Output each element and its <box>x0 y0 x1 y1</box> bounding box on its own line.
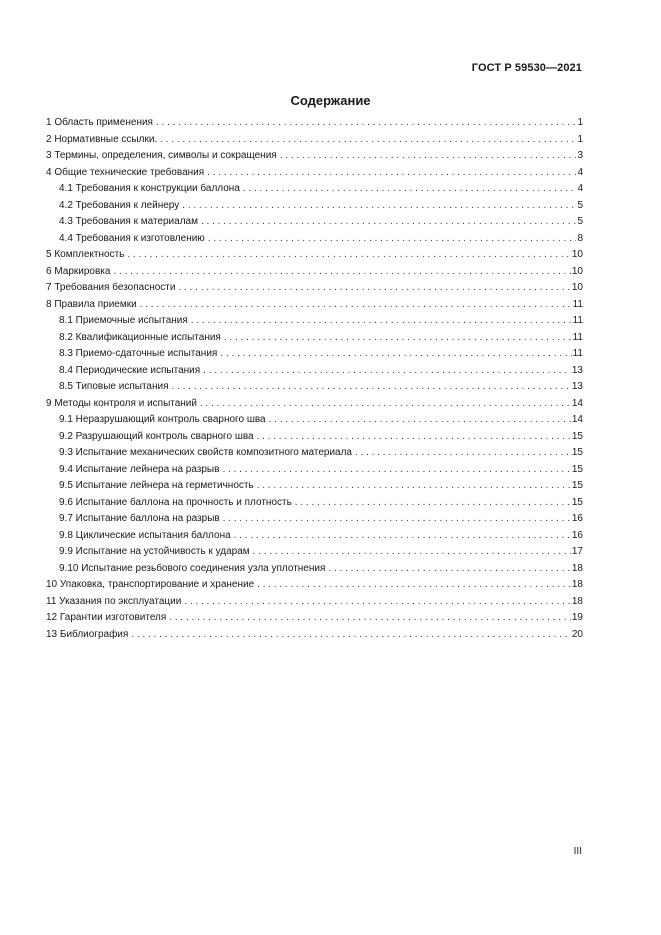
toc-leader-dots <box>172 379 571 396</box>
toc-entry-label: 8.3 Приемо-сдаточные испытания <box>59 348 218 359</box>
toc-entry[interactable] <box>46 346 583 363</box>
toc-entry[interactable] <box>46 627 583 644</box>
toc-leader-dots <box>113 264 570 281</box>
toc-entry-label: 8.2 Квалификационные испытания <box>59 331 221 343</box>
toc-entry[interactable] <box>46 478 583 495</box>
toc-entry-label: 1 Область применения <box>46 117 153 128</box>
toc-leader-dots <box>184 594 571 611</box>
toc-entry-label: 5 Комплектность <box>46 249 125 260</box>
toc-entry-label: 9.5 Испытание лейнера на герметичность <box>59 480 254 491</box>
toc-leader-dots <box>257 577 571 594</box>
toc-leader-dots <box>207 165 576 182</box>
toc-entry-page: 1 <box>577 117 583 128</box>
toc-entry[interactable] <box>46 132 583 149</box>
toc-entry-page: 4 <box>577 166 583 178</box>
toc-leader-dots <box>280 148 577 165</box>
toc-entry-page: 16 <box>571 513 583 524</box>
toc-leader-dots <box>201 214 576 231</box>
toc-entry-page: 18 <box>571 562 583 574</box>
toc-entry-label: 4.2 Требования к лейнеру <box>59 199 180 211</box>
toc-entry[interactable] <box>46 594 583 611</box>
toc-entry-label: 9 Методы контроля и испытаний <box>46 397 197 409</box>
toc-entry-label: 11 Указания по эксплуатации <box>46 595 182 607</box>
toc-entry-page: 14 <box>571 414 583 425</box>
toc-entry[interactable] <box>46 412 583 429</box>
toc-leader-dots <box>224 330 572 347</box>
toc-entry-label: 3 Термины, определения, символы и сокращения <box>46 150 277 161</box>
toc-entry[interactable] <box>46 577 583 594</box>
toc-title: Содержание <box>290 93 371 108</box>
toc-entry-page: 13 <box>571 364 583 376</box>
toc-entry[interactable] <box>46 231 583 248</box>
toc-entry-page: 14 <box>571 397 583 409</box>
toc-leader-dots <box>253 544 571 561</box>
toc-entry[interactable] <box>46 181 583 198</box>
toc-leader-dots <box>295 495 571 512</box>
toc-entry-page: 17 <box>571 546 583 557</box>
toc-entry-page: 11 <box>572 331 583 343</box>
toc-entry[interactable] <box>46 561 583 578</box>
toc-entry[interactable] <box>46 544 583 561</box>
toc-entry-page: 3 <box>577 150 583 161</box>
toc-entry-label: 7 Требования безопасности <box>46 282 176 293</box>
toc-entry[interactable] <box>46 429 583 446</box>
toc-entry-label: 8.5 Типовые испытания <box>59 381 169 392</box>
toc-entry-label: 12 Гарантии изготовителя <box>46 612 167 623</box>
toc-leader-dots <box>222 462 570 479</box>
toc-leader-dots <box>182 198 576 215</box>
toc-entry-page: 10 <box>571 249 583 260</box>
toc-entry[interactable] <box>46 115 583 132</box>
toc-entry-label: 2 Нормативные ссылки. <box>46 133 158 145</box>
toc-entry[interactable] <box>46 610 583 627</box>
toc-entry[interactable] <box>46 462 583 479</box>
toc-leader-dots <box>127 247 571 264</box>
toc-leader-dots <box>131 627 571 644</box>
toc-entry-page: 19 <box>571 612 583 623</box>
toc-leader-dots <box>160 132 576 149</box>
toc-leader-dots <box>208 231 577 248</box>
toc-entry-page: 11 <box>572 348 583 359</box>
toc-entry[interactable] <box>46 511 583 528</box>
toc-entry[interactable] <box>46 214 583 231</box>
toc-entry[interactable] <box>46 297 583 314</box>
toc-entry-label: 9.8 Циклические испытания баллона <box>59 529 231 541</box>
toc-entry-label: 9.7 Испытание баллона на разрыв <box>59 513 220 524</box>
toc-entry[interactable] <box>46 396 583 413</box>
toc-entry-page: 20 <box>571 628 583 640</box>
toc-entry-page: 10 <box>571 265 583 277</box>
toc-entry-label: 4.1 Требования к конструкции баллона <box>59 183 240 194</box>
toc-entry-page: 4 <box>577 183 583 194</box>
toc-leader-dots <box>191 313 572 330</box>
toc-entry[interactable] <box>46 264 583 281</box>
toc-entry-label: 9.10 Испытание резьбового соединения узла уплотнения <box>59 562 326 574</box>
document-code: ГОСТ Р 59530—2021 <box>471 62 582 74</box>
toc-entry-page: 16 <box>571 529 583 541</box>
toc-entry-label: 4.4 Требования к изготовлению <box>59 232 205 244</box>
toc-leader-dots <box>203 363 571 380</box>
toc-entry-label: 13 Библиография <box>46 628 129 640</box>
toc-leader-dots <box>223 511 571 528</box>
toc-leader-dots <box>156 115 576 132</box>
toc-entry[interactable] <box>46 495 583 512</box>
toc-entry-page: 13 <box>571 381 583 392</box>
toc-leader-dots <box>234 528 571 545</box>
toc-leader-dots <box>169 610 571 627</box>
toc-entry-page: 1 <box>577 133 583 145</box>
toc-entry-page: 18 <box>571 579 583 590</box>
toc-entry[interactable] <box>46 198 583 215</box>
toc-entry[interactable] <box>46 280 583 297</box>
toc-entry-label: 9.1 Неразрушающий контроль сварного шва <box>59 414 266 425</box>
toc-entry-label: 10 Упаковка, транспортирование и хранение <box>46 579 255 590</box>
toc-leader-dots <box>200 396 571 413</box>
toc-entry-label: 9.2 Разрушающий контроль сварного шва <box>59 430 254 442</box>
toc-entry-label: 6 Маркировка <box>46 265 111 277</box>
toc-entry-page: 15 <box>571 496 583 508</box>
toc-entry-label: 8 Правила приемки <box>46 298 137 310</box>
toc-entry[interactable] <box>46 528 583 545</box>
toc-entry-label: 9.6 Испытание баллона на прочность и плотность <box>59 496 292 508</box>
toc-entry-page: 15 <box>571 430 583 442</box>
toc-entry-page: 15 <box>571 463 583 475</box>
toc-leader-dots <box>257 429 571 446</box>
toc-entry[interactable] <box>46 363 583 380</box>
toc-entry-page: 15 <box>571 447 583 458</box>
toc-leader-dots <box>328 561 570 578</box>
toc-entry-page: 5 <box>577 216 583 227</box>
toc-leader-dots <box>140 297 572 314</box>
toc-leader-dots <box>178 280 570 297</box>
toc-entry-page: 11 <box>572 315 583 326</box>
toc-leader-dots <box>269 412 571 429</box>
toc-entry-page: 18 <box>571 595 583 607</box>
table-of-contents <box>46 115 583 643</box>
toc-entry-page: 8 <box>577 232 583 244</box>
toc-entry-page: 11 <box>572 298 583 310</box>
toc-entry-label: 8.4 Периодические испытания <box>59 364 201 376</box>
toc-entry[interactable] <box>46 445 583 462</box>
toc-entry-label: 4 Общие технические требования <box>46 166 205 178</box>
toc-entry-label: 9.4 Испытание лейнера на разрыв <box>59 463 220 475</box>
toc-entry-label: 8.1 Приемочные испытания <box>59 315 188 326</box>
toc-entry-page: 5 <box>577 199 583 211</box>
toc-entry[interactable] <box>46 330 583 347</box>
toc-entry[interactable] <box>46 247 583 264</box>
toc-leader-dots <box>220 346 571 363</box>
toc-leader-dots <box>355 445 571 462</box>
toc-entry-label: 9.9 Испытание на устойчивость к ударам <box>59 546 250 557</box>
toc-entry-page: 10 <box>571 282 583 293</box>
toc-leader-dots <box>243 181 577 198</box>
page-number: III <box>573 846 582 857</box>
toc-entry[interactable] <box>46 313 583 330</box>
toc-entry[interactable] <box>46 165 583 182</box>
toc-entry-page: 15 <box>571 480 583 491</box>
toc-entry[interactable] <box>46 379 583 396</box>
toc-entry[interactable] <box>46 148 583 165</box>
toc-entry-label: 4.3 Требования к материалам <box>59 216 198 227</box>
toc-leader-dots <box>257 478 571 495</box>
toc-entry-label: 9.3 Испытание механических свойств композитного материала <box>59 447 352 458</box>
